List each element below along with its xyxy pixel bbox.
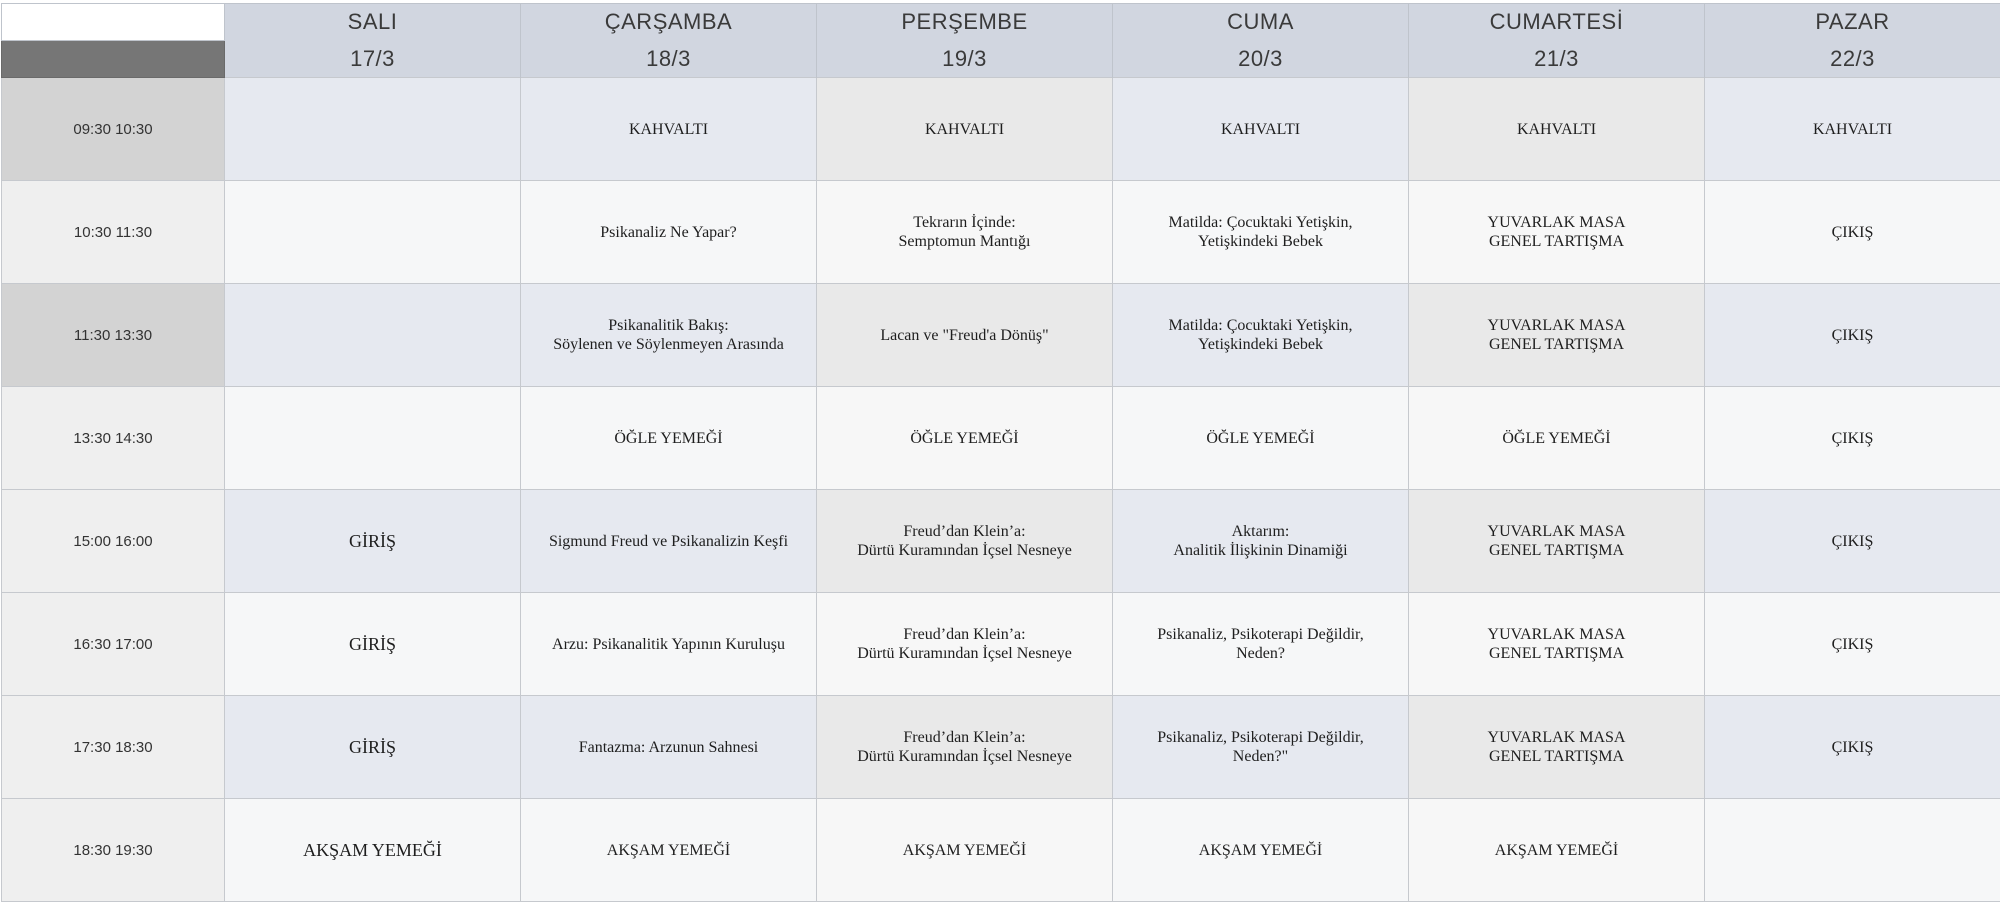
schedule-row xyxy=(2,181,2000,284)
day-header-cumartesi: CUMARTESİ xyxy=(1409,4,1705,41)
session-cell: Sigmund Freud ve Psikanalizin Keşfi xyxy=(521,490,817,593)
time-slot: 10:30 11:30 xyxy=(2,181,225,284)
day-header-carsamba: ÇARŞAMBA xyxy=(521,4,817,41)
corner-cell-top xyxy=(2,4,225,41)
time-slot: 18:30 19:30 xyxy=(2,799,225,902)
date-header-sali: 17/3 xyxy=(225,41,521,78)
session-cell: ÇIKIŞ xyxy=(1705,387,2000,490)
date-header-cumartesi: 21/3 xyxy=(1409,41,1705,78)
session-cell: YUVARLAK MASA GENEL TARTIŞMA xyxy=(1409,284,1705,387)
time-slot: 17:30 18:30 xyxy=(2,696,225,799)
session-cell: GİRİŞ xyxy=(225,490,521,593)
session-cell: Freud’dan Klein’a: Dürtü Kuramından İçsel Nesneye xyxy=(817,696,1113,799)
session-cell: Arzu: Psikanalitik Yapının Kuruluşu xyxy=(521,593,817,696)
session-cell: GİRİŞ xyxy=(225,593,521,696)
day-header-row xyxy=(2,4,2000,41)
day-header-sali: SALI xyxy=(225,4,521,41)
session-cell: ÖĞLE YEMEĞİ xyxy=(1113,387,1409,490)
date-header-cuma: 20/3 xyxy=(1113,41,1409,78)
session-cell: YUVARLAK MASA GENEL TARTIŞMA xyxy=(1409,696,1705,799)
session-cell: AKŞAM YEMEĞİ xyxy=(817,799,1113,902)
session-cell: Lacan ve "Freud'a Dönüş" xyxy=(817,284,1113,387)
session-cell: Psikanaliz Ne Yapar? xyxy=(521,181,817,284)
session-cell: ÖĞLE YEMEĞİ xyxy=(1409,387,1705,490)
session-cell: YUVARLAK MASA GENEL TARTIŞMA xyxy=(1409,181,1705,284)
session-cell: Fantazma: Arzunun Sahnesi xyxy=(521,696,817,799)
session-cell: ÇIKIŞ xyxy=(1705,696,2000,799)
session-cell: Freud’dan Klein’a: Dürtü Kuramından İçsel Nesneye xyxy=(817,593,1113,696)
session-cell: AKŞAM YEMEĞİ xyxy=(521,799,817,902)
date-header-persembe: 19/3 xyxy=(817,41,1113,78)
session-cell: KAHVALTI xyxy=(1113,78,1409,181)
time-slot: 15:00 16:00 xyxy=(2,490,225,593)
time-slot: 16:30 17:00 xyxy=(2,593,225,696)
day-header-pazar: PAZAR xyxy=(1705,4,2000,41)
day-header-persembe: PERŞEMBE xyxy=(817,4,1113,41)
session-cell: ÖĞLE YEMEĞİ xyxy=(817,387,1113,490)
date-header-row xyxy=(2,41,2000,78)
time-slot: 11:30 13:30 xyxy=(2,284,225,387)
time-slot: 13:30 14:30 xyxy=(2,387,225,490)
session-cell: Psikanaliz, Psikoterapi Değildir, Neden? xyxy=(1113,593,1409,696)
session-cell: ÇIKIŞ xyxy=(1705,593,2000,696)
session-cell: KAHVALTI xyxy=(817,78,1113,181)
schedule-row xyxy=(2,284,2000,387)
schedule-row xyxy=(2,387,2000,490)
session-cell: GİRİŞ xyxy=(225,696,521,799)
session-cell: Freud’dan Klein’a: Dürtü Kuramından İçsel Nesneye xyxy=(817,490,1113,593)
session-cell: ÇIKIŞ xyxy=(1705,181,2000,284)
schedule-table xyxy=(1,3,2000,902)
session-cell: ÖĞLE YEMEĞİ xyxy=(521,387,817,490)
time-slot: 09:30 10:30 xyxy=(2,78,225,181)
session-cell: Psikanalitik Bakış: Söylenen ve Söylenmeyen Arasında xyxy=(521,284,817,387)
session-cell: Psikanaliz, Psikoterapi Değildir, Neden?" xyxy=(1113,696,1409,799)
session-cell xyxy=(225,181,521,284)
schedule-row xyxy=(2,696,2000,799)
session-cell xyxy=(225,387,521,490)
session-cell: Matilda: Çocuktaki Yetişkin, Yetişkindeki Bebek xyxy=(1113,284,1409,387)
session-cell xyxy=(225,78,521,181)
session-cell: YUVARLAK MASA GENEL TARTIŞMA xyxy=(1409,593,1705,696)
session-cell: Aktarım: Analitik İlişkinin Dinamiği xyxy=(1113,490,1409,593)
session-cell: AKŞAM YEMEĞİ xyxy=(225,799,521,902)
session-cell: ÇIKIŞ xyxy=(1705,284,2000,387)
session-cell xyxy=(1705,799,2000,902)
session-cell: Tekrarın İçinde: Semptomun Mantığı xyxy=(817,181,1113,284)
session-cell: AKŞAM YEMEĞİ xyxy=(1113,799,1409,902)
corner-cell-bottom xyxy=(2,41,225,78)
date-header-carsamba: 18/3 xyxy=(521,41,817,78)
session-cell: ÇIKIŞ xyxy=(1705,490,2000,593)
session-cell: AKŞAM YEMEĞİ xyxy=(1409,799,1705,902)
day-header-cuma: CUMA xyxy=(1113,4,1409,41)
date-header-pazar: 22/3 xyxy=(1705,41,2000,78)
session-cell: Matilda: Çocuktaki Yetişkin, Yetişkindeki Bebek xyxy=(1113,181,1409,284)
session-cell: KAHVALTI xyxy=(1705,78,2000,181)
schedule-row xyxy=(2,799,2000,902)
session-cell: YUVARLAK MASA GENEL TARTIŞMA xyxy=(1409,490,1705,593)
schedule-row xyxy=(2,490,2000,593)
schedule-row xyxy=(2,78,2000,181)
session-cell: KAHVALTI xyxy=(1409,78,1705,181)
schedule-row xyxy=(2,593,2000,696)
session-cell xyxy=(225,284,521,387)
session-cell: KAHVALTI xyxy=(521,78,817,181)
